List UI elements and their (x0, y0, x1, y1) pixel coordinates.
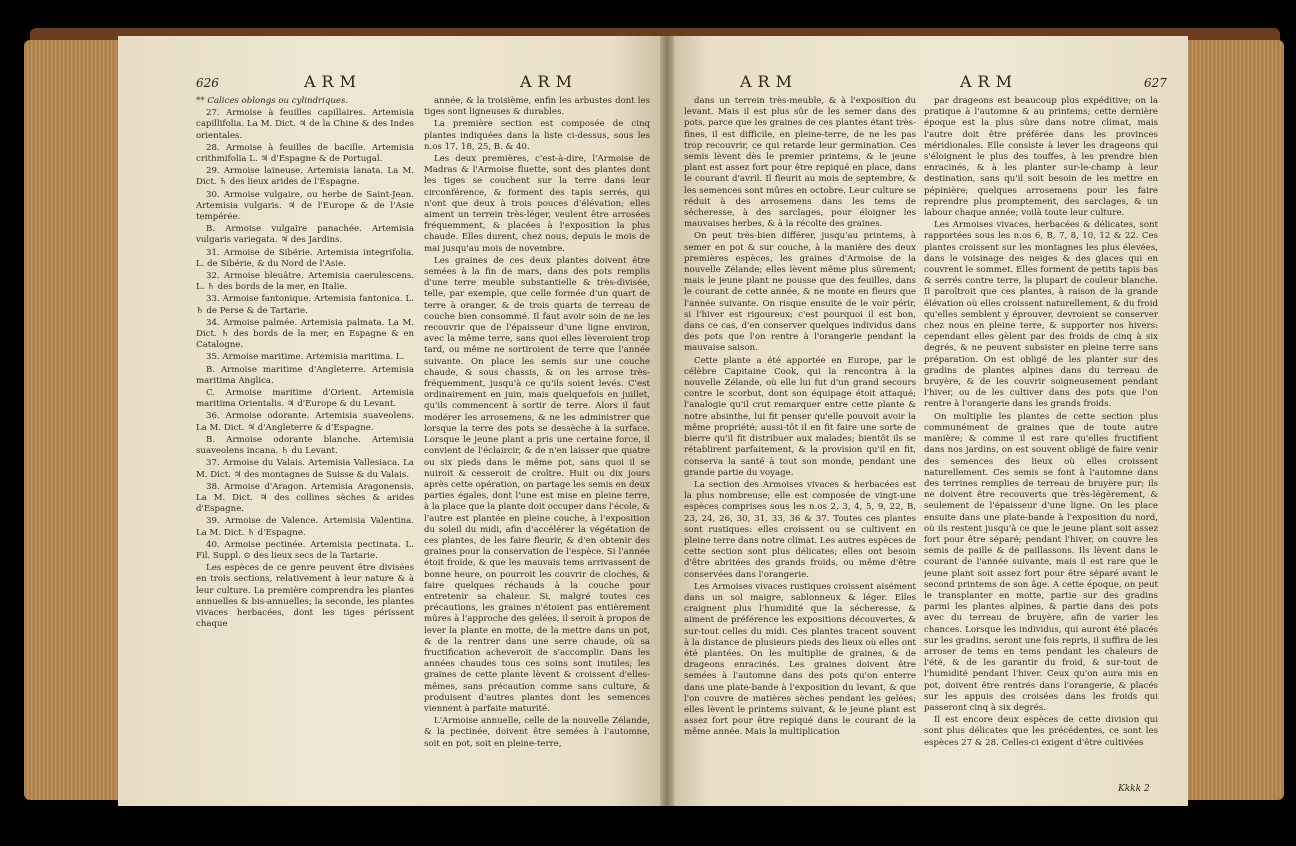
paragraph: dans un terrein très-meuble, & à l'exposition du levant. Mais il est plus sûr de les semer dans des pots, parce que les graines de ces plantes étant très-fines, il est difficile, en pleine-terre, de ne les pas trop recouvrir, ce qui retarde leur germination. Ces semis lèvent dès le premier printems, & le jeune plant est assez fort pour être repiqué en place, dans le courant d'avril. Il fleurit au mois de septembre, & les semences sont mûres en octobre. Leur culture se réduit à des arrosemens dans les tems de sécheresse, à des sarclages, pour éloigner les mauvaises herbes, & à la récolte des graines. (684, 96, 916, 230)
paragraph: Cette plante a été apportée en Europe, par le célèbre Capitaine Cook, qui la rencontra à la nouvelle Zélande, où elle lui fut d'un grand secours contre le scorbut, dont son équipage étoit attaqué; l'analogie qu'il crut remarquer entre cette plante & notre absinthe, lui fit penser qu'elle pouvoit avoir la même propriété; aussi-tôt il en fit faire une sorte de bierre qu'il fit distribuer aux malades; bientôt ils se rétablirent parfaitement, & la provision qu'il en fit, conserva la santé à tout son monde, pendant une grande partie du voyage. (684, 355, 916, 478)
paragraph: 27. Armoise à feuilles capillaires. Artemisia capillifolia. La M. Dict. ♃ de la Chine & des Indes orientales. (196, 108, 414, 141)
paragraph: La première section est composée de cinq plantes indiquées dans la liste ci-dessus, sous les n.os 17, 18, 25, B. & 40. (424, 119, 650, 152)
right-page-column-1 (684, 96, 916, 786)
paragraph: 29. Armoise laineuse. Artemisia lanata. La M. Dict. ♄ des lieux arides de l'Espagne. (196, 166, 414, 188)
right-page-number: 627 (1144, 76, 1167, 90)
paragraph: par drageons est beaucoup plus expéditive; on la pratique à l'automne & au printems; cette dernière époque est la plus sûre dans notre climat, mais l'autre doit être préférée dans les provinces méridionales. Elle consiste à lever les drageons qui s'éloignent le plus des touffes, à les prendre bien enracinés, & à les planter sur-le-champ à leur destination, sans qu'il soit besoin de les mettre en pépinière; quelques arrosemens pour les faire reprendre plus promptement, des sarclages, & un labour chaque année; voilà toute leur culture. (924, 96, 1158, 219)
signature-mark: Kkkk 2 (1118, 784, 1150, 794)
paragraph: 33. Armoise fantonique. Artemisia fantonica. L. ♄ de Perse & de Tartarie. (196, 294, 414, 316)
paragraph: B. Armoise vulgaire panachée. Artemisia vulgaris variegata. ♃ des Jardins. (196, 224, 414, 246)
left-running-head-1: ARM (304, 72, 362, 91)
paragraph: 40. Armoise pectinée. Artemisia pectinata. L. Fil. Suppl. ⊙ des lieux secs de la Tartarie. (196, 539, 414, 561)
paragraph: L'Armoise annuelle, celle de la nouvelle Zélande, & la pectinée, doivent être semées à l'automne, soit en pot, soit en pleine-terre, (424, 716, 650, 749)
left-page-number: 626 (196, 76, 219, 90)
right-running-head-2: ARM (960, 72, 1018, 91)
paragraph: B. Armoise maritime d'Angleterre. Artemisia maritima Anglica. (196, 364, 414, 386)
paragraph: On peut très-bien différer, jusqu'au printems, à semer en pot & sur couche, à la manière des deux premières espèces, les graines d'Armoise de la nouvelle Zélande; elles lèvent même plus sûrement; mais le jeune plant ne pousse que des feuilles, dans le courant de cette année, & ne monte en fleurs que l'année suivante. On risque ensuite de le voir périr, si l'hiver est rigoureux; c'est pourquoi il est bon, dans ce cas, d'en conserver quelques individus dans des pots que l'on rentre à l'orangerie pendant la mauvaise saison. (684, 231, 916, 354)
paragraph: Les graines de ces deux plantes doivent être semées à la fin de mars, dans des pots remplis d'une terre meuble substantielle & très-divisée, telle, par exemple, que celle formée d'un quart de terre à oranger, & de trois quarts de terreau de couche bien consommé. Il faut avoir soin de ne les recouvrir que de l'épaisseur d'une ligne environ, avec la même terre, sans quoi elles lèveroient trop tard, ou même ne sortiroient de terre que l'année suivante. On place les semis sur une couche chaude, & sous chassis, & on les arrose très-fréquemment, jusqu'à ce qu'ils soient levés. C'est ordinairement en juin, mais quelquefois en juillet, qu'ils commencent à sortir de terre. Alors il faut modérer les arrosemens, & ne les administrer que lorsque la terre des pots se dessèche à la surface. Lorsque le jeune plant a pris une certaine force, il convient de l'éclaircir, & de n'en laisser que quatre ou six pieds dans le même pot, sans quoi il se nuiroit & cesseroit de croître. Huit ou dix jours après cette opération, on partage les semis en deux parties égales, dont l'une est mise en pleine terre, à la place que la plante doit occuper dans l'école, & l'autre est plantée en pleine couche, à l'exposition du soleil du midi, afin d'accélérer la végétation de ces plantes, de les faire fleurir, & d'en obtenir des graines pour la conservation de l'espèce. Si l'année étoit froide, & que les mauvais tems arrivassent de bonne heure, on pourroit les couvrir de cloches, & faire quelques réchauds à la couche pour entretenir sa chaleur. Si, malgré toutes ces précautions, les graines n'étoient pas entièrement mûres à l'approche des gelées, il seroit à propos de lever la plante en motte, de la mettre dans un pot, & de la rentrer dans une serre chaude, où sa fructification acheveroit de s'accomplir. Dans les années chaudes tous ces soins sont inutiles; les graines de cette plante lèvent & croissent d'elles-mêmes, sans précaution comme sans culture, & produisent d'autres plantes dont les semences viennent à parfaite maturité. (424, 255, 650, 714)
paragraph: B. Armoise odorante blanche. Artemisia suaveolens incana. ♄ du Levant. (196, 434, 414, 457)
paragraph: 32. Armoise bleuâtre. Artemisia caerulescens. L. ♄ des bords de la mer, en Italie. (196, 271, 414, 293)
paragraph: 30. Armoise vulgaire, ou herbe de Saint-Jean. Artemisia vulgaris. ♃ de l'Europe & de l'Asie tempérée. (196, 189, 414, 223)
paragraph: On multiplie les plantes de cette section plus communément de graines que de toute autre manière; & comme il est rare qu'elles fructifient dans nos jardins, on est souvent obligé de faire venir des semences des lieux où elles croissent naturellement. Ces semis se font à l'automne dans des terrines remplies de terreau de bruyère pur; ils ne doivent être recouverts que très-légèrement, & seulement de l'épaisseur d'une ligne. On les place ensuite dans une plate-bande à l'exposition du nord, où ils restent jusqu'à ce que le jeune plant soit assez fort pour être séparé; pendant l'hiver, on couvre les semis de paille & de paillassons. Ils lèvent dans le courant de l'année suivante, mais il est rare que le jeune plant soit assez fort pour être séparé avant le second printems de son âge. A cette époque, on peut le transplanter en motte, partie sur des gradins parmi les plantes alpines, & partie dans des pots avec du terreau de bruyère, afin de varier les chances. Lorsque les individus, qui auront été placés sur les gradins, seront une fois repris, il suffira de les arroser de tems en tems pendant les chaleurs de l'été, & de les garantir du froid, & sur-tout de l'humidité pendant l'hiver. Ceux qu'on aura mis en pot, doivent être rentrés dans l'orangerie, & placés sur les appuis des croisées dans les froids qui passeront cinq à six degrés. (924, 411, 1158, 713)
left-page-column-2 (424, 96, 650, 786)
page-edges-right (1180, 40, 1284, 800)
paragraph: 39. Armoise de Valence. Artemisia Valentina. La M. Dict. ♄ d'Espagne. (196, 516, 414, 538)
paragraph: Les Armoises vivaces rustiques croissent aisément dans un sol maigre, sablonneux & léger. Elles craignent plus l'humidité que la sécheresse, & aiment de préférence les expositions découvertes, & sur-tout celles du midi. Ces plantes tracent souvent à la distance de plusieurs pieds des lieux où elles ont été plantées. On les multiplie de graines, & de drageons enracinés. Les graines doivent être semées à l'automne dans des pots qu'on enterre dans une plate-bande à l'exposition du levant, & que l'on couvre de matières sèches pendant les gelées; elles lèvent le printems suivant, & le jeune plant est assez fort pour être repiqué dans le courant de la même année. Mais la multiplication (684, 581, 916, 738)
left-running-head-2: ARM (520, 72, 578, 91)
paragraph: 28. Armoise à feuilles de bacille. Artemisia crithmifolia L. ♃ d'Espagne & de Portugal. (196, 142, 414, 165)
left-page-column-1 (196, 96, 414, 786)
book-gutter (660, 36, 674, 806)
page-edges-left (24, 40, 120, 800)
right-page-column-2 (924, 96, 1158, 780)
right-running-head-1: ARM (740, 72, 798, 91)
paragraph: C. Armoise maritime d'Orient. Artemisia maritima Orientalis. ♃ d'Europe & du Levant. (196, 388, 414, 410)
paragraph: 34. Armoise palmée. Artemisia palmata. La M. Dict. ♄ des bords de la mer, en Espagne & en Catalogne. (196, 317, 414, 351)
paragraph: 36. Armoise odorante. Artemisia suaveolens. La M. Dict. ♃ d'Angleterre & d'Espagne. (196, 411, 414, 433)
paragraph: 37. Armoise du Valais. Artemisia Vallesiaca. La M. Dict. ♃ des montagnes de Suisse & du Valais. (196, 458, 414, 480)
paragraph: ** Calices oblongs ou cylindriques. (196, 96, 349, 106)
paragraph: Il est encore deux espèces de cette division qui sont plus délicates que les précédentes, ce sont les espèces 27 & 28. Celles-ci exigent d'être cultivées (924, 715, 1158, 748)
paragraph: La section des Armoises vivaces & herbacées est la plus nombreuse; elle est composée de vingt-une espèces comprises sous les n.os 2, 3, 4, 5, 9, 22, B, 23, 24, 26, 30, 31, 33, 36 & 37. Toutes ces plantes sont rustiques: elles croissent ou se cultivent en pleine terre dans notre climat. Les autres espèces de cette section sont plus délicates; elles ont besoin d'être abritées des grands froids, ou même d'être conservées dans l'orangerie. (684, 479, 916, 580)
paragraph: Les deux premières, c'est-à-dire, l'Armoise de Madras & l'Armoise fluette, sont des plantes dont les tiges se couchent sur la terre dans leur circonférence, & forment des tapis serrés, qui n'ont que deux à trois pouces d'élévation; elles aiment un terrein très-léger, veulent être arrosées fréquemment, & placées à l'exposition la plus chaude. Elles durent, chez nous, depuis le mois de mai jusqu'au mois de novembre. (424, 154, 650, 254)
paragraph: Les espèces de ce genre peuvent être divisées en trois sections, relativement à leur nature & à leur culture. La première comprendra les plantes annuelles & bis-annuelles; la seconde, les plantes vivaces herbacées, dont les tiges périssent chaque (196, 563, 414, 630)
paragraph: 31. Armoise de Sibérie. Artemisia integrifolia. L. de Sibérie, & du Nord de l'Asie. (196, 247, 414, 269)
paragraph: année, & la troisième, enfin les arbustes dont les tiges sont ligneuses & durables. (424, 96, 650, 118)
paragraph: 38. Armoise d'Aragon. Artemisia Aragonensis. La M. Dict. ♃ des collines sèches & arides d'Espagne. (196, 481, 414, 515)
paragraph: Les Armoises vivaces, herbacées & délicates, sont rapportées sous les n.os 6, B, 7, 8, 10, 12 & 22. Ces plantes croissent sur les montagnes les plus élevées, dans le voisinage des neiges & des glaces qui en couvrent le sommet. Elles forment de petits tapis bas & serrés contre terre, la plupart de couleur blanche. Il paroîtroit que ces plantes, à raison de la grande élévation où elles croissent naturellement, & du froid qu'elles semblent y éprouver, devroient se conserver chez nous en pleine terre, & supporter nos hivers: cependant elles gèlent par des froids de cinq à six degrés, & ne peuvent subsister en pleine terre sans préparation. On est obligé de les planter sur des gradins de plantes alpines dans du terreau de bruyère, & de les couvrir soigneusement pendant l'hiver, ou de les cultiver dans des pots que l'on rentre à l'orangerie dans les grands froids. (924, 220, 1158, 410)
paragraph: 35. Armoise maritime. Artemisia maritima. L. (206, 352, 405, 363)
